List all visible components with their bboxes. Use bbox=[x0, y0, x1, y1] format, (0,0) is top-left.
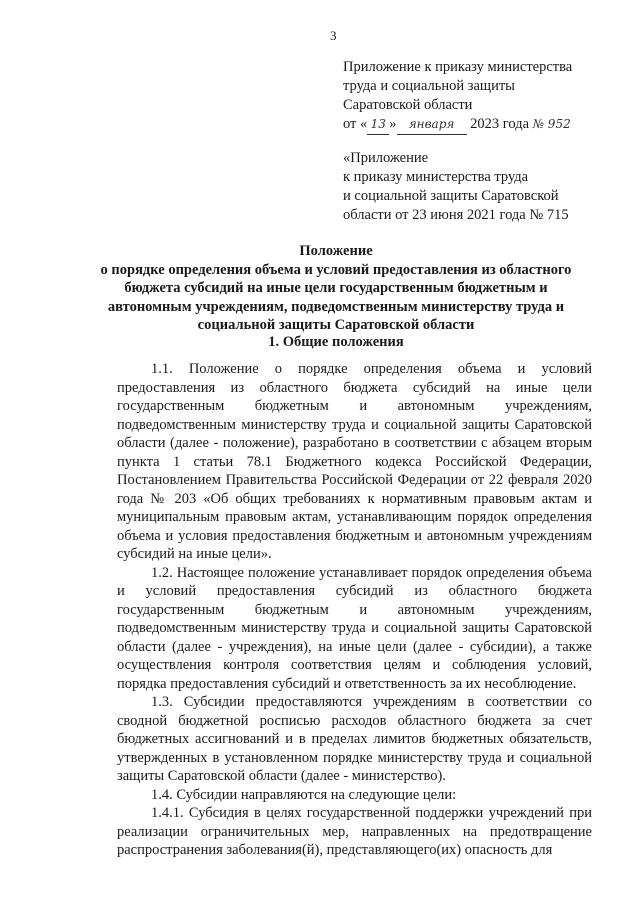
title-line: бюджета субсидий на иные цели государственным бюджетным и bbox=[124, 280, 548, 296]
paragraph: 1.4.1. Субсидия в целях государственной поддержки учреждений при реализации ограничительных мер, направленных на предотвращение распространения заболевания(й), представляющего(их) опасность для bbox=[117, 805, 592, 858]
title-line: Положение bbox=[299, 243, 373, 259]
appendix-line: Саратовской области bbox=[343, 97, 473, 113]
paragraph: 1.2. Настоящее положение устанавливает порядок определения объема и условий предоставления субсидий из областного бюджета государственным бюджетным и автономным учреждениям, подведомственным министерству труда и социальной защиты Саратовской области (далее - учреждения), на иные цели (далее - субсидии), а также осуществления контроля соответствия целям и соблюдения условий, порядка предоставления субсидий и ответственность за их несоблюдение. bbox=[117, 564, 592, 692]
appendix-line: и социальной защиты Саратовской bbox=[343, 188, 559, 204]
document-title bbox=[80, 242, 592, 335]
appendix-line: Приложение к приказу министерства bbox=[343, 59, 573, 75]
paragraph: 1.1. Положение о порядке определения объема и условий предоставления из областного бюджета субсидий на иные цели государственным бюджетным и автономным учреждениям, подведомственным министерству труда и социальной защиты Саратовской области (далее - положение), разработано в соответствии с абзацем вторым пункта 1 статьи 78.1 Бюджетного кодекса Российской Федерации, Постановлением Правительства Российской Федерации от 22 февраля 2020 года № 203 «Об общих требованиях к нормативным правовым актам и муниципальным правовым актам, устанавливающим порядок определения объема и условия предоставления бюджетным и автономным учреждениям субсидий на иные цели». bbox=[117, 361, 592, 562]
paragraph: 1.3. Субсидии предоставляются учреждениям в соответствии со сводной бюджетной росписью расходов областного бюджета за счет бюджетных ассигнований и в пределах лимитов бюджетных обязательств, утвержденных в установленном порядке министерству труда и социальной защиты Саратовской области (далее - министерство). bbox=[117, 694, 592, 784]
appendix-header bbox=[343, 58, 572, 135]
paragraph: 1.4. Субсидии направляются на следующие цели: bbox=[151, 786, 457, 803]
title-line: автономным учреждениям, подведомственным министерству труда и bbox=[107, 298, 565, 315]
date-mid: » bbox=[389, 116, 397, 132]
title-line: о порядке определения объема и условий предоставления из областного bbox=[100, 261, 572, 278]
appendix-line: труда и социальной защиты bbox=[343, 78, 515, 94]
appendix-line: к приказу министерства труда bbox=[343, 169, 529, 185]
appendix-date-line bbox=[343, 115, 572, 135]
date-year: 2023 года bbox=[470, 116, 530, 132]
page-number: 3 bbox=[330, 28, 337, 43]
title-line: социальной защиты Саратовской области bbox=[197, 317, 475, 333]
section-heading: 1. Общие положения bbox=[268, 334, 404, 350]
appendix-line: «Приложение bbox=[343, 150, 429, 166]
handwritten-number: № 952 bbox=[532, 117, 571, 131]
date-prefix: от « bbox=[343, 116, 368, 132]
appendix-line: области от 23 июня 2021 года № 715 bbox=[343, 207, 569, 223]
previous-appendix-reference bbox=[343, 149, 569, 225]
handwritten-day: 13 bbox=[367, 115, 389, 135]
document-body bbox=[117, 360, 592, 860]
handwritten-month: января bbox=[397, 115, 467, 135]
